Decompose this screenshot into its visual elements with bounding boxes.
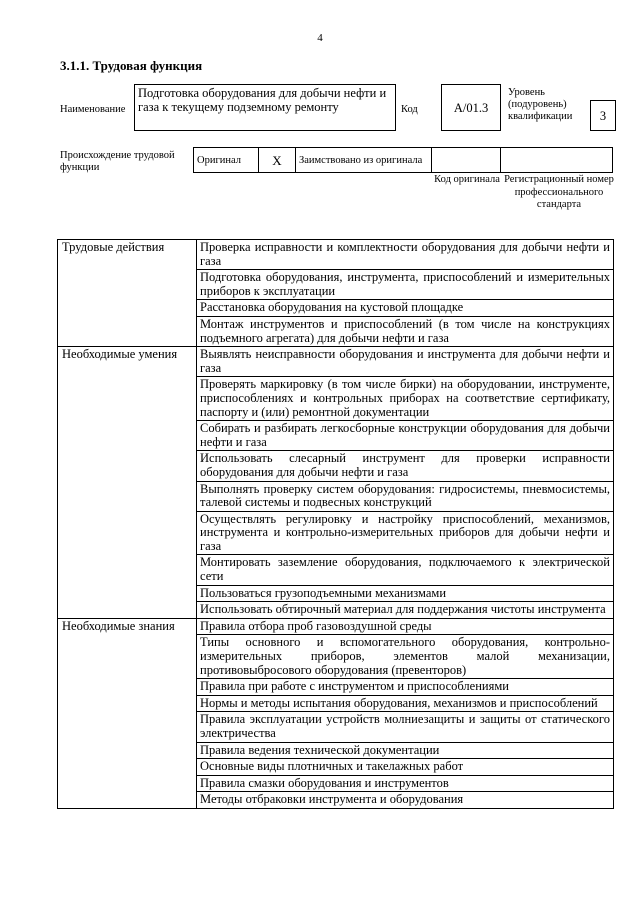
- reg-number-cell: [501, 148, 613, 173]
- code-original-cell: [432, 148, 501, 173]
- item-cell: Использовать слесарный инструмент для проверки исправности оборудования для добычи нефти и газа: [197, 451, 614, 481]
- code-label: Код: [401, 104, 418, 115]
- original-mark: X: [259, 148, 296, 173]
- name-label: Наименование: [60, 104, 126, 115]
- item-cell: Нормы и методы испытания оборудования, механизмов и приспособлений: [197, 695, 614, 712]
- level-label: Уровень (подуровень) квалификации: [508, 87, 573, 122]
- item-cell: Монтаж инструментов и приспособлений (в том числе на конструкциях подъемного агрегата) для добычи нефти и газа: [197, 316, 614, 346]
- category-cell: Необходимые знания: [58, 618, 197, 808]
- item-cell: Монтировать заземление оборудования, подключаемого к электрической сети: [197, 555, 614, 585]
- item-cell: Правила при работе с инструментом и приспособлениями: [197, 679, 614, 696]
- item-cell: Методы отбраковки инструмента и оборудования: [197, 792, 614, 809]
- item-cell: Осуществлять регулировку и настройку приспособлений, механизмов, инструмента и контрольно-измерительных приборов для добычи нефти и газа: [197, 511, 614, 555]
- page-number: 4: [317, 32, 323, 44]
- item-cell: Пользоваться грузоподъемными механизмами: [197, 585, 614, 602]
- item-cell: Основные виды плотничных и такелажных работ: [197, 759, 614, 776]
- item-cell: Выявлять неисправности оборудования и инструмента для добычи нефти и газа: [197, 347, 614, 377]
- item-cell: Расстановка оборудования на кустовой площадке: [197, 300, 614, 317]
- function-code-box: A/01.3: [441, 84, 501, 131]
- item-cell: Типы основного и вспомогательного оборудования, контрольно-измерительных приборов, элементов малой механизации, противовыбросового оборудования (превенторов): [197, 635, 614, 679]
- table-row: [58, 347, 614, 377]
- item-cell: Проверка исправности и комплектности оборудования для добычи нефти и газа: [197, 240, 614, 270]
- table-row: [58, 618, 614, 635]
- section-title: 3.1.1. Трудовая функция: [60, 58, 203, 73]
- item-cell: Выполнять проверку систем оборудования: гидросистемы, пневмосистемы, талевой системы и подвесных конструкций: [197, 481, 614, 511]
- code-original-caption: Код оригинала: [434, 174, 500, 185]
- item-cell: Собирать и разбирать легкосборные конструкции оборудования для добычи нефти и газа: [197, 421, 614, 451]
- origin-table: [193, 147, 613, 173]
- reg-number-caption: Регистрационный номер профессионального стандарта: [504, 174, 614, 210]
- function-name-box: Подготовка оборудования для добычи нефти и газа к текущему подземному ремонту: [134, 84, 396, 131]
- item-cell: Использовать обтирочный материал для поддержания чистоты инструмента: [197, 602, 614, 619]
- level-value-box: 3: [590, 100, 616, 131]
- origin-label: Происхождение трудовой функции: [60, 150, 175, 173]
- borrowed-label: Заимствовано из оригинала: [296, 148, 432, 173]
- item-cell: Правила ведения технической документации: [197, 742, 614, 759]
- item-cell: Подготовка оборудования, инструмента, приспособлений и измерительных приборов к эксплуатации: [197, 270, 614, 300]
- original-label: Оригинал: [194, 148, 259, 173]
- category-cell: Необходимые умения: [58, 347, 197, 619]
- competency-table: [57, 239, 614, 809]
- category-cell: Трудовые действия: [58, 240, 197, 347]
- table-row: [58, 240, 614, 270]
- item-cell: Правила смазки оборудования и инструментов: [197, 775, 614, 792]
- item-cell: Правила эксплуатации устройств молниезащиты и защиты от статического электричества: [197, 712, 614, 742]
- item-cell: Проверять маркировку (в том числе бирки) на оборудовании, инструменте, приспособлениях и контрольных приборах на соответствие сертификату, паспорту и (или) ремонтной документации: [197, 377, 614, 421]
- item-cell: Правила отбора проб газовоздушной среды: [197, 618, 614, 635]
